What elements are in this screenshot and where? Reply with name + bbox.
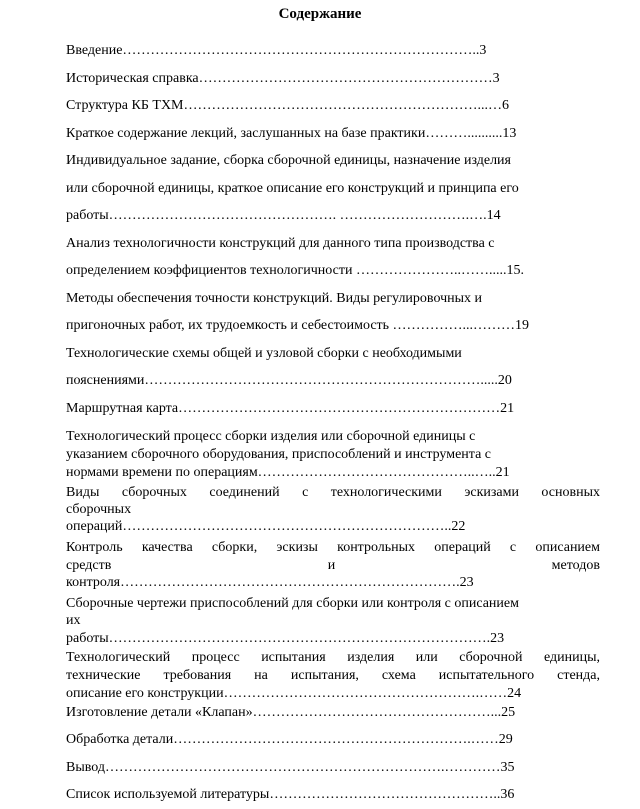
toc-line: указанием сборочного оборудования, приспособлений и инструмента с [66,447,492,462]
toc-line: Анализ технологичности конструкций для данного типа производства с [66,236,495,251]
toc-line: Индивидуальное задание, сборка сборочной единицы, назначение изделия [66,153,511,168]
toc-line: их [66,613,81,628]
toc-line: Методы обеспечения точности конструкций. Виды регулировочных и [66,291,483,306]
toc-line: Изготовление детали «Клапан»……………………………………………...25 [66,705,516,720]
toc-line: Контроль качества сборки, эскизы контрольных операций с описанием [66,540,600,555]
toc-line: контроля……………………………………………………………….23 [66,575,474,590]
toc-line: операций……………………………………………………………..22 [66,519,466,534]
toc-line: Маршрутная карта……………………………………………………………21 [66,401,515,416]
toc-line: Структура КБ ТХМ………………………………………………………...…6 [66,98,510,113]
toc-line: описание его конструкции……………………………………………….……24 [66,686,522,701]
toc-line: нормами времени по операциям………………………………………..…..21 [66,465,510,480]
toc-line: пригоночных работ, их трудоемкость и себестоимость ……………...………19 [66,318,530,333]
page-title: Содержание [278,6,362,22]
toc-line: технические требования на испытания, схема испытательного стенда, [66,668,600,683]
toc-line: средств и методов [66,558,600,573]
toc-line: Историческая справка………………………………………………………3 [66,71,500,86]
toc-line: работы……………………………………………………………………….23 [66,631,505,646]
toc-line: Краткое содержание лекций, заслушанных на базе практики………..........13 [66,126,517,141]
toc-line: Введение…………………………………………………………………..3 [66,43,487,58]
toc-line: Обработка детали……………………………………………………….……29 [66,732,513,747]
toc-line: Технологический процесс сборки изделия или сборочной единицы с [66,429,476,444]
toc-line: Вывод……………………………………………………………….…………35 [66,760,515,775]
toc-line: определением коэффициентов технологичности …………………..…….....15. [66,263,524,278]
toc-line: Виды сборочных соединений с технологическими эскизами основных [66,485,600,500]
toc-line: Список используемой литературы…………………………………………..36 [66,787,515,802]
toc-line: работы…………………………………………. ……………………….….14 [66,208,501,223]
toc-line: или сборочной единицы, краткое описание его конструкций и принципа его [66,181,519,196]
toc-line: Технологические схемы общей и узловой сборки с необходимыми [66,346,462,361]
toc-line: сборочных [66,502,132,517]
toc-line: пояснениями……………………………………………………………….....20 [66,373,512,388]
toc-line: Технологический процесс испытания изделия или сборочной единицы, [66,650,600,665]
toc-line: Сборочные чертежи приспособлений для сборки или контроля с описанием [66,596,519,611]
